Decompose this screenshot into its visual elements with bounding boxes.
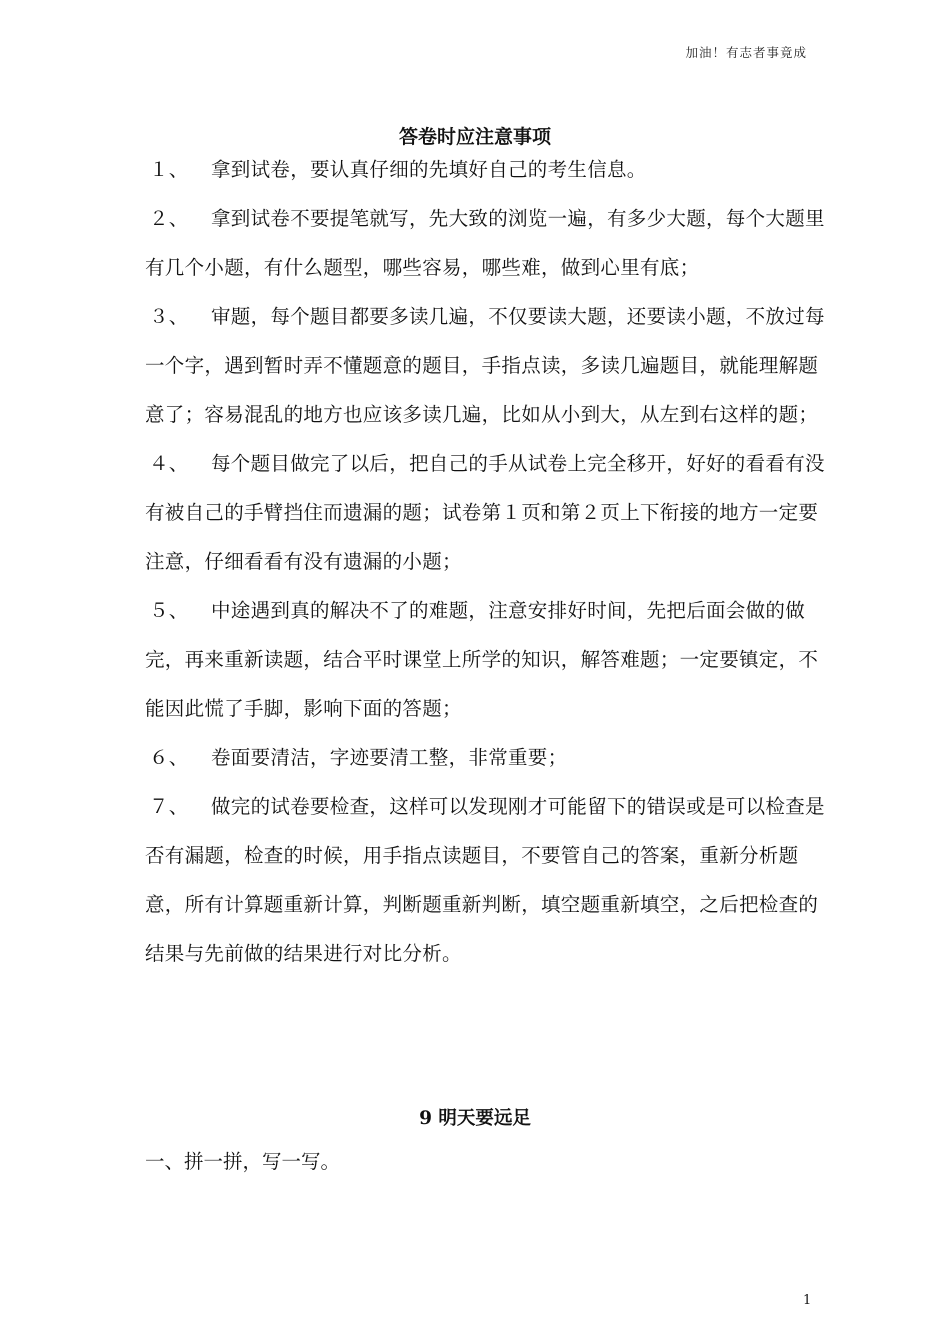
item-text: 卷面要清洁，字迹要清工整，非常重要； <box>211 746 568 769</box>
list-item <box>145 194 825 292</box>
item-text: 审题，每个题目都要多读几遍，不仅要读大题，还要读小题，不放过每一个字，遇到暂时弄不懂题意的题目，手指点读，多读几遍题目，就能理解题意了；容易混乱的地方也应该多读几遍，比如从小到大，从左到右这样的题； <box>145 305 825 426</box>
item-number: ６、 <box>149 746 189 769</box>
item-number: ２、 <box>149 207 189 230</box>
item-number: ５、 <box>149 599 189 622</box>
item-text: 每个题目做完了以后，把自己的手从试卷上完全移开，好好的看看有没有被自己的手臂挡住而遗漏的题；试卷第１页和第２页上下衔接的地方一定要注意，仔细看看有没有遗漏的小题； <box>145 452 825 573</box>
item-number: ７、 <box>149 795 189 818</box>
list-item <box>145 292 825 439</box>
item-text: 做完的试卷要检查，这样可以发现刚才可能留下的错误或是可以检查是否有漏题，检查的时候，用手指点读题目，不要管自己的答案，重新分析题意，所有计算题重新计算，判断题重新判断，填空题重新填空，之后把检查的结果与先前做的结果进行对比分析。 <box>145 795 825 965</box>
item-number: ４、 <box>149 452 189 475</box>
list-item <box>145 782 825 978</box>
section-title: 9 明天要远足 <box>419 1108 531 1129</box>
page-title: 答卷时应注意事项 <box>398 126 551 148</box>
page-header-motto: 加油！有志者事竟成 <box>685 45 807 60</box>
item-text: 拿到试卷，要认真仔细的先填好自己的考生信息。 <box>211 158 647 181</box>
item-text: 拿到试卷不要提笔就写，先大致的浏览一遍，有多少大题，每个大题里有几个小题，有什么题型，哪些容易，哪些难，做到心里有底； <box>145 207 825 279</box>
list-item <box>145 439 825 586</box>
exercise-heading: 一、拼一拼，写一写。 <box>145 1150 341 1173</box>
list-item <box>145 586 825 733</box>
notes-list <box>145 145 825 978</box>
list-item <box>145 733 825 782</box>
list-item <box>145 145 825 194</box>
page-number: 1 <box>803 1293 812 1308</box>
item-number: １、 <box>149 158 189 181</box>
item-number: ３、 <box>149 305 189 328</box>
item-text: 中途遇到真的解决不了的难题，注意安排好时间，先把后面会做的做完，再来重新读题，结合平时课堂上所学的知识，解答难题；一定要镇定，不能因此慌了手脚，影响下面的答题； <box>145 599 819 720</box>
